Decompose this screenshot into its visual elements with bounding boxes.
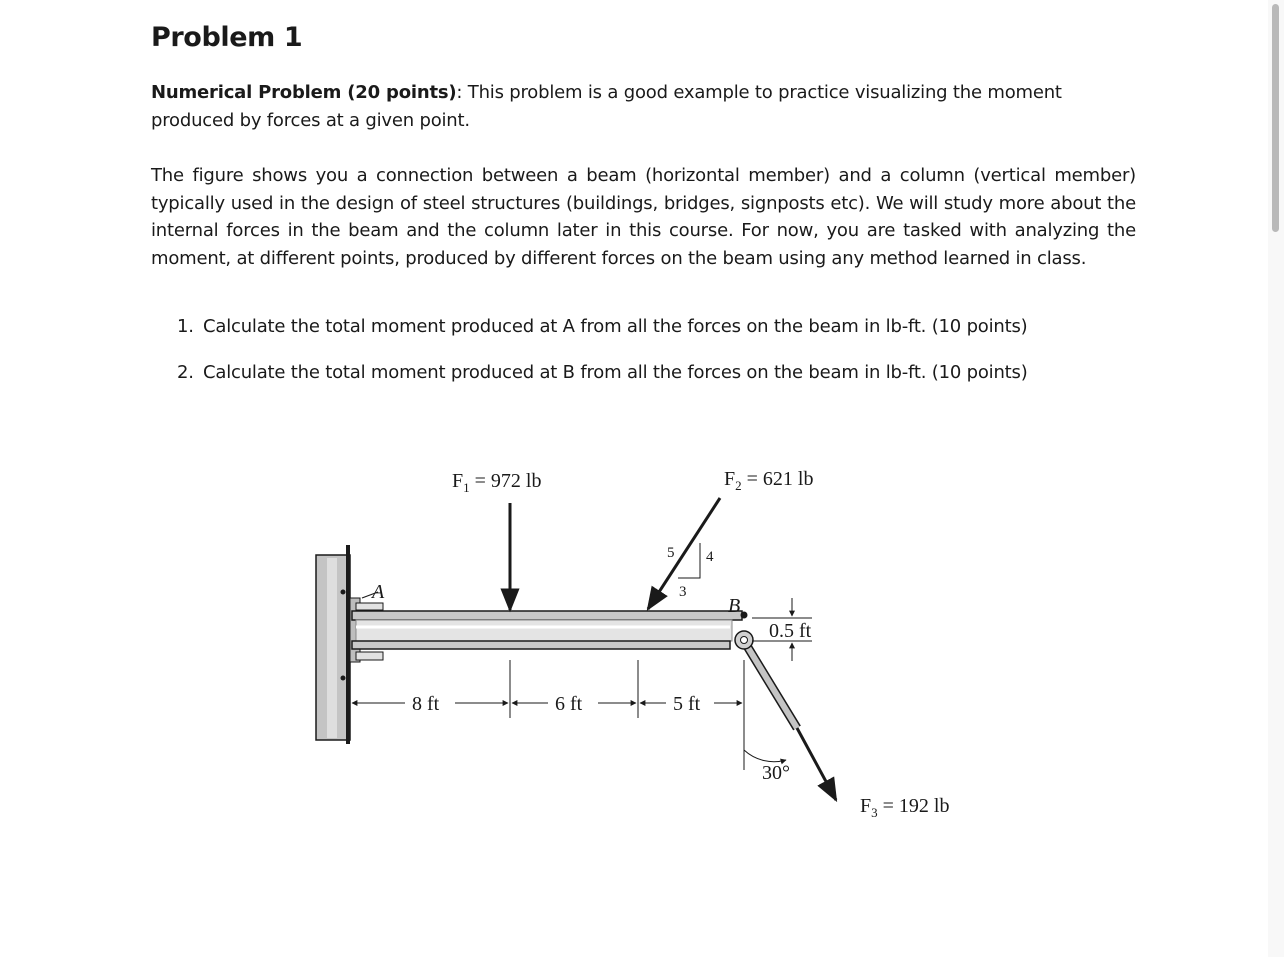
height-label: 0.5 ft [769,620,812,642]
f2-label [724,468,813,493]
question-number: 1. [177,316,194,337]
description-paragraph: The figure shows you a connection between a beam (horizontal member) and a column (vertical member) typically used in the design of steel structures (buildings, bridges, signposts etc). We will study more about the internal forces in the beam and the column later in this course. For now, you are tasked with analyzing the moment, at different points, produced by different forces on the beam using any method learned in class. [151,165,1136,269]
f3-name: F [860,795,872,817]
dim-label-2: 6 ft [555,693,583,715]
f1-value: = 972 lb [469,470,542,492]
point-a-label: A [372,581,385,603]
intro-bold: Numerical Problem (20 points) [151,82,457,103]
f1-label [452,470,541,495]
point-b-dot [741,612,748,619]
beam [352,611,742,649]
f3-sub: 3 [871,805,878,820]
question-text: Calculate the total moment produced at B from all the forces on the beam in lb-ft. (10 points) [203,362,1028,383]
f3-label [860,795,949,820]
f3-arrow [797,728,836,800]
f2-name: F [724,468,736,490]
question-text: Calculate the total moment produced at A from all the forces on the beam in lb-ft. (10 points) [203,316,1028,337]
f2-sub: 2 [735,478,742,493]
point-b-label: B [728,595,741,617]
slope-horizontal: 3 [679,584,687,600]
problem-title: Problem 1 [151,22,303,53]
angle-label: 30° [762,762,790,784]
dim-label-3: 5 ft [673,693,701,715]
f2-value: = 621 lb [741,468,814,490]
question-number: 2. [177,362,194,383]
dim-label-1: 8 ft [412,693,440,715]
f1-name: F [452,470,464,492]
length-dimension [352,660,744,770]
slope-vertical: 4 [706,549,714,565]
f1-sub: 1 [463,480,470,495]
slope-hyp: 5 [667,545,675,561]
angle-arc [744,750,786,762]
intro-text: : This problem is a good example to practice visualizing the moment produced by forces at a given point. [151,82,1062,131]
f3-value: = 192 lb [877,795,950,817]
